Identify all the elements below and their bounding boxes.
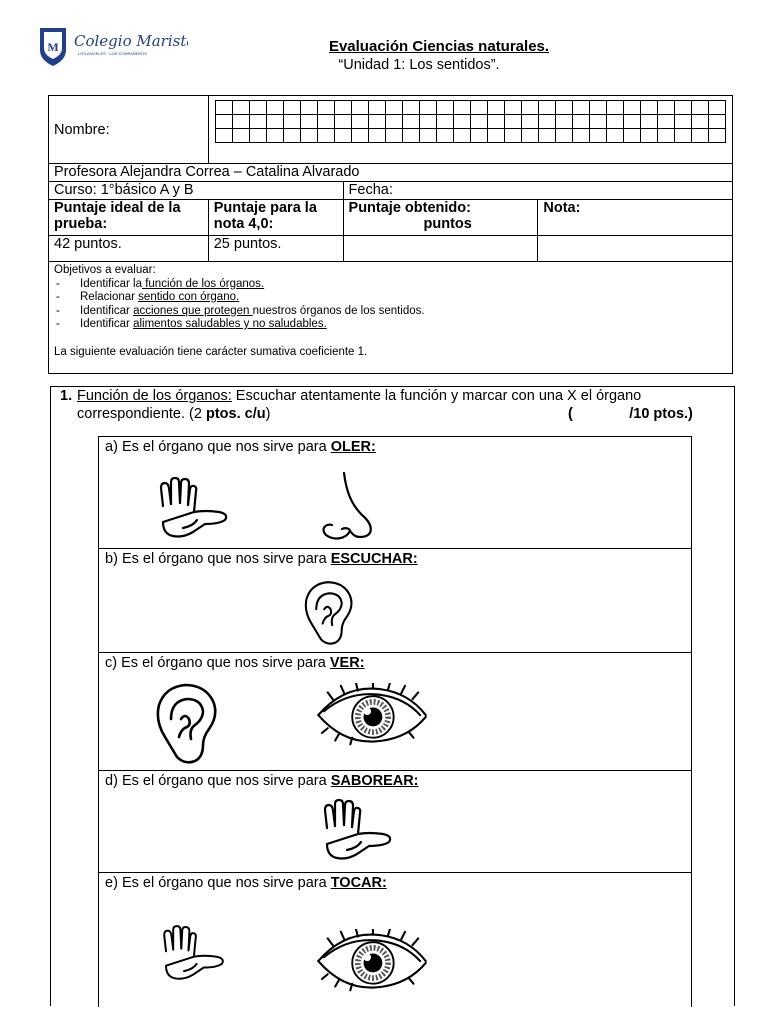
- evaluation-note: La siguiente evaluación tiene carácter sumativa coeficiente 1.: [54, 345, 368, 358]
- objective-item: - Relacionar sentido con órgano.: [80, 291, 727, 305]
- item-c: [99, 653, 691, 771]
- fecha-field[interactable]: Fecha:: [343, 182, 732, 200]
- item-a-label: a) Es el órgano que nos sirve para OLER:: [105, 439, 376, 455]
- ear-icon[interactable]: [299, 579, 359, 654]
- nombre-label: Nombre:: [49, 96, 209, 164]
- objectives-list: [54, 278, 727, 332]
- item-c-label: c) Es el órgano que nos sirve para VER:: [105, 655, 365, 671]
- logo-subtext: LOS ANGELES · LOS COMPAÑEROS: [78, 51, 148, 56]
- item-e: [99, 873, 691, 1007]
- puntos-label: puntos: [423, 216, 472, 232]
- student-info-table: [48, 95, 733, 374]
- item-a: [99, 437, 691, 549]
- nombre-field[interactable]: [208, 96, 732, 164]
- page-subtitle: “Unidad 1: Los sentidos”.: [338, 57, 500, 73]
- item-d: [99, 771, 691, 873]
- ear-icon[interactable]: [151, 681, 223, 774]
- page-title: Evaluación Ciencias naturales.: [328, 38, 550, 55]
- objective-item: - Identificar alimentos saludables y no saludables.: [80, 318, 727, 332]
- hand-icon[interactable]: [157, 921, 229, 992]
- nose-icon[interactable]: [312, 469, 382, 548]
- puntaje-nota-value: 25 puntos.: [208, 236, 343, 262]
- hand-icon[interactable]: [317, 795, 397, 872]
- question-title: Función de los órganos:: [77, 388, 232, 404]
- curso-text: Curso: 1°básico A y B: [49, 182, 344, 200]
- objective-item: - Identificar acciones que protegen nuestros órganos de los sentidos.: [80, 305, 727, 319]
- eye-icon[interactable]: [311, 929, 433, 1000]
- item-d-label: d) Es el órgano que nos sirve para SABOREAR:: [105, 773, 419, 789]
- score-box: ( /10 ptos.): [568, 406, 693, 422]
- item-e-label: e) Es el órgano que nos sirve para TOCAR:: [105, 875, 387, 891]
- puntaje-obtenido-cell: [343, 200, 538, 236]
- profesora-text: Profesora Alejandra Correa – Catalina Alvarado: [49, 164, 733, 182]
- item-b: [99, 549, 691, 653]
- question-1-header: 1. Función de los órganos: Escuchar atentamente la función y marcar con una X el órgano correspondiente. (2 ptos. c/u) ( /10 ptos.): [60, 388, 693, 422]
- puntaje-ideal-label: Puntaje ideal de la prueba:: [49, 200, 209, 236]
- hand-icon[interactable]: [153, 473, 233, 550]
- logo-text: Colegio Marista: [74, 32, 188, 50]
- question-items: [98, 436, 692, 1007]
- objective-item: - Identificar la función de los órganos.: [80, 278, 727, 292]
- nota-label: Nota:: [538, 200, 733, 236]
- question-number: 1.: [60, 388, 73, 404]
- puntaje-ideal-value: 42 puntos.: [49, 236, 209, 262]
- puntaje-obtenido-field[interactable]: [343, 236, 538, 262]
- svg-text:M: M: [47, 40, 59, 54]
- objectives-box: [49, 262, 733, 374]
- nota-field[interactable]: [538, 236, 733, 262]
- item-b-label: b) Es el órgano que nos sirve para ESCUCHAR:: [105, 551, 418, 567]
- puntaje-nota-label: Puntaje para la nota 4,0:: [208, 200, 343, 236]
- name-letter-grid[interactable]: [215, 100, 726, 143]
- objectives-heading: Objetivos a evaluar:: [54, 264, 156, 276]
- puntaje-obtenido-label: Puntaje obtenido:: [348, 200, 471, 216]
- eye-icon[interactable]: [311, 683, 433, 754]
